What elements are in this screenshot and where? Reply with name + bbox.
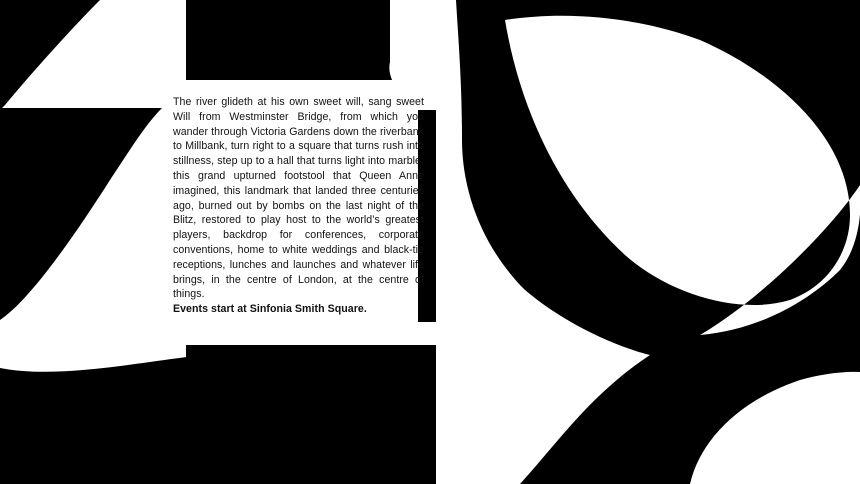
numeral-one-top-serif	[186, 0, 392, 80]
numeral-one-upper-swash	[0, 0, 100, 110]
event-description	[173, 95, 424, 317]
events-call-to-action: Events start at Sinfonia Smith Square.	[173, 303, 367, 316]
description-paragraph: The river glideth at his own sweet will, sang sweet Will from Westminster Bridge, from which you wander through Victoria Gardens down the riverbank to Millbank, turn right to a square that turns rush into stillness, step up to a hall that turns light into marble, this grand upturned footstool that Queen Anne imagined, this landmark that landed three centuries ago, burned out by bombs on the last night of the Blitz, restored to play host to the world’s greatest players, backdrop for conferences, corporate conventions, home to white weddings and black-tie receptions, lunches and launches and whatever life brings, in the centre of London, at the centre of things.	[173, 96, 424, 301]
numeral-one-left-bowl	[0, 108, 162, 320]
